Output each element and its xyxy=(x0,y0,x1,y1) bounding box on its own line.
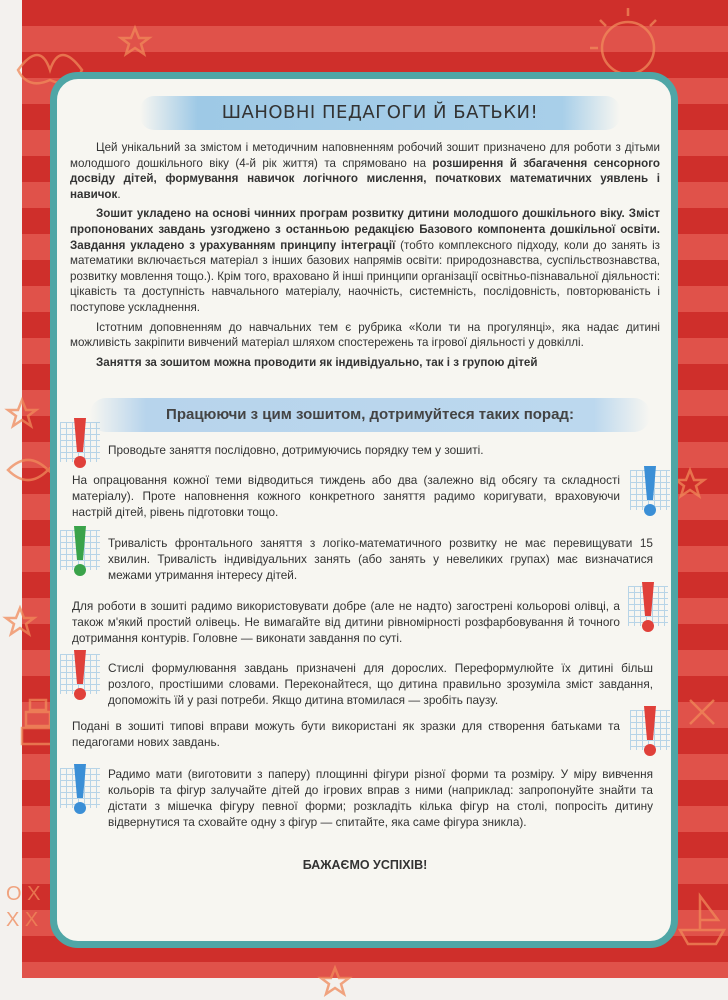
tip-item: Радимо мати (виготовити з паперу) площинні фігури різної форми та розміру. У міру вивчення кольорів та фігур залучайте дітей до ігрових вправ з ними (наприклад: запропонуйте знайти та дістати з мішечка фігуру певної форми; розкладіть кілька фігур на столі, попросіть дитину відвернутися та сховайте одну з фігур — спитайте, яка саме фігура зникла). xyxy=(108,767,653,829)
boat-icon xyxy=(680,896,724,944)
exclamation-icon xyxy=(626,700,674,760)
exclamation-icon xyxy=(56,758,104,818)
exclamation-icon xyxy=(56,520,104,580)
exclamation-icon xyxy=(56,644,104,704)
tips-heading: Працюючи з цим зошитом, дотримуйтеся таких порад: xyxy=(166,406,574,424)
exclamation-icon xyxy=(626,460,674,520)
svg-text:X X: X X xyxy=(6,909,39,931)
star-icon xyxy=(121,28,149,54)
tips-banner xyxy=(90,398,650,432)
closing-wish: БАЖАЄМО УСПІХІВ! xyxy=(302,858,428,872)
intro-paragraph-3: Істотним доповненням до навчальних тем є рубрика «Коли ти на прогулянці», яка надає дитині можливість закріпити вивчений матеріал шляхом спостережень та ігрової діяльності у довкіллі. xyxy=(70,320,660,350)
content xyxy=(70,92,660,432)
star-icon xyxy=(321,968,349,994)
tip-item: Проводьте заняття послідовно, дотримуючись порядку тем у зошиті. xyxy=(108,443,484,457)
intro-text xyxy=(70,140,660,370)
intro-paragraph-4: Заняття за зошитом можна проводити як індивідуально, так і з групою дітей xyxy=(96,355,538,369)
tip-item: Для роботи в зошиті радимо використовувати добре (але не надто) загострені кольорові олівці, а також м'який простий олівець. Не вимагайте від дитини рівномірності розфарбовування й точного дотримання контурів. Головне — виконати завдання по суті. xyxy=(72,599,620,645)
tic-tac-toe-icon: O X xyxy=(6,883,41,905)
star-icon xyxy=(6,608,34,634)
tip-item: Подані в зошиті типові вправи можуть бути використані як зразки для створення батьками та педагогами нових завдань. xyxy=(72,719,620,749)
title-banner xyxy=(140,96,620,130)
tip-item: Стислі формулювання завдань призначені для дорослих. Переформулюйте їх дитині більш розлого, простішими словами. Переконайтеся, що дитина правильно зрозуміла зміст завдання, допоможіть їй у разі потреби. Якщо дитина втомилася — зробіть паузу. xyxy=(108,661,653,707)
cross-icon xyxy=(690,700,714,724)
tip-item: На опрацювання кожної теми відводиться тиждень або два (залежно від обсягу та складності матеріалу). Проте наповнення кожного конкретного заняття радимо коригувати, враховуючи настрій дітей, рівень підготовки тощо. xyxy=(72,473,620,519)
sun-icon xyxy=(602,22,654,74)
page-title: ШАНОВНІ ПЕДАГОГИ Й БАТЬКИ! xyxy=(221,102,539,123)
exclamation-icon xyxy=(56,412,104,472)
star-icon xyxy=(8,400,36,426)
exclamation-icon xyxy=(624,576,672,636)
intro-paragraph-2: Зошит укладено на основі чинних програм розвитку дитини молодшого дошкільного віку. Зміст пропонованих завдань узгоджено з останньою редакцією Базового компонента дошкільної освіти. Завдання укладено з урахуванням принципу інтеграції (тобто комплексного підходу, коли до занять із математики включається матеріал з інших базових напрямів освіти: природознавства, суспільствознавства, розвитку мовлення тощо.). Крім того, враховано й інші принципи організації освітньо-пізнавальної діяльності: цікавість та доступність навчального матеріалу, наочність, системність, послідовність, повторюваність і поступове ускладнення. xyxy=(70,207,660,314)
tip-item: Тривалість фронтального заняття з логіко-математичного розвитку не має перевищувати 15 хвилин. Тривалість індивідуальних занять (або занять у невеликих групах) має визначатися межами утримання інтересу дітей. xyxy=(108,536,653,582)
intro-paragraph-1: Цей унікальний за змістом і методичним наповненням робочий зошит призначено для роботи з дітьми молодшого дошкільного віку (4-й рік життя) та спрямовано на розширення й збагачення сенсорного досвіду дітей, формування навичок логічного мислення, початкових математичних уявлень і навичок. xyxy=(70,141,660,201)
star-icon xyxy=(676,470,704,496)
